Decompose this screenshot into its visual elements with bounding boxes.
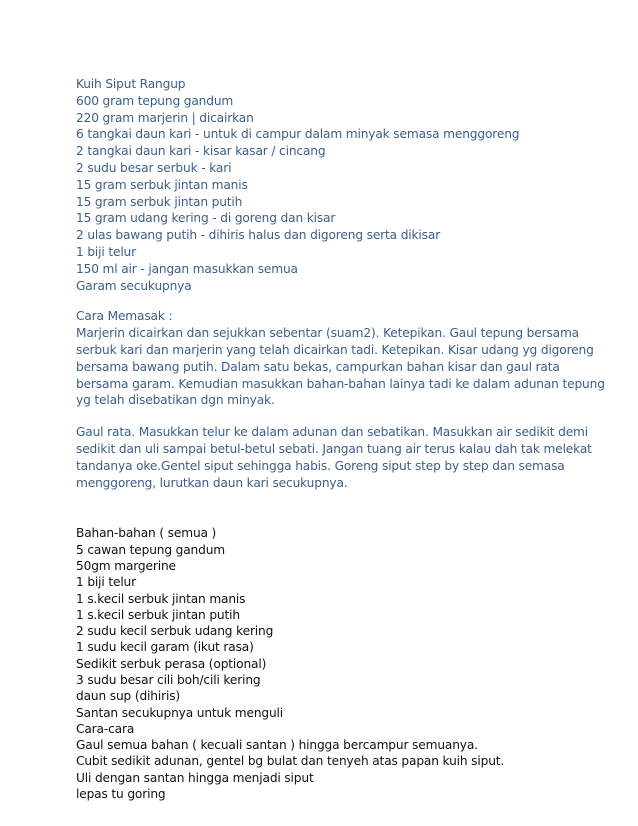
ingredient-line: 1 sudu kecil garam (ikut rasa)	[76, 640, 254, 655]
ingredient-line: Sedikit serbuk perasa (optional)	[76, 656, 267, 671]
ingredient-line: 220 gram marjerin | dicairkan	[76, 110, 254, 125]
ingredient-line: 2 ulas bawang putih - dihiris halus dan digoreng serta dikisar	[76, 228, 441, 243]
method-paragraph-2	[76, 424, 592, 491]
ingredient-line: 1 s.kecil serbuk jintan manis	[76, 591, 246, 606]
method-line: tandanya oke.Gentel siput sehingga habis. Goreng siput step by step dan semasa	[76, 458, 565, 473]
method-line: Marjerin dicairkan dan sejukkan sebentar (suam2). Ketepikan. Gaul tepung bersama	[76, 326, 580, 341]
ingredient-line: 1 biji telur	[76, 244, 136, 259]
ingredient-line: 15 gram serbuk jintan putih	[76, 194, 243, 209]
ingredient-line: 2 sudu kecil serbuk udang kering	[76, 624, 274, 639]
recipe-second	[76, 525, 576, 802]
ingredient-line: 600 gram tepung gandum	[76, 93, 234, 108]
method-paragraph-1	[76, 325, 605, 409]
ingredient-list	[76, 93, 576, 295]
method-line: bersama garam. Kemudian masukkan bahan-bahan lainya tadi ke dalam adunan tepung	[76, 376, 605, 391]
method-heading: Cara Memasak :	[76, 309, 173, 324]
ingredient-line: 15 gram serbuk jintan manis	[76, 177, 248, 192]
ingredient-line: 15 gram udang kering - di goreng dan kisar	[76, 211, 336, 226]
section-heading-bahan: Bahan-bahan ( semua )	[76, 526, 217, 541]
method-line: menggoreng, lurutkan daun kari secukupnya.	[76, 475, 348, 490]
ingredient-line: 1 s.kecil serbuk jintan putih	[76, 607, 240, 622]
ingredient-line: 1 biji telur	[76, 575, 136, 590]
document-page	[76, 76, 605, 802]
method-line: serbuk kari dan marjerin yang telah dicairkan tadi. Ketepikan. Kisar udang yg digoreng	[76, 342, 594, 357]
method-line: Gaul semua bahan ( kecuali santan ) hingga bercampur semuanya.	[76, 738, 478, 753]
ingredient-line: daun sup (dihiris)	[76, 689, 181, 704]
ingredient-line: 2 tangkai daun kari - kisar kasar / cincang	[76, 144, 326, 159]
method-line: bersama bawang putih. Dalam satu bekas, campurkan bahan kisar dan gaul rata	[76, 359, 560, 374]
recipe-title: Kuih Siput Rangup	[76, 77, 186, 91]
method-line: Gaul rata. Masukkan telur ke dalam adunan dan sebatikan. Masukkan air sedikit demi	[76, 425, 589, 440]
ingredient-line: Santan secukupnya untuk menguli	[76, 705, 284, 720]
ingredient-line: 2 sudu besar serbuk - kari	[76, 160, 232, 175]
section-heading-cara: Cara-cara	[76, 721, 135, 736]
method-line: Uli dengan santan hingga menjadi siput	[76, 770, 314, 785]
ingredient-line: 6 tangkai daun kari - untuk di campur dalam minyak semasa menggoreng	[76, 127, 520, 142]
ingredient-line: Garam secukupnya	[76, 278, 192, 293]
method-line: Cubit sedikit adunan, gentel bg bulat dan tenyeh atas papan kuih siput.	[76, 754, 505, 769]
ingredient-line: 50gm margerine	[76, 558, 176, 573]
ingredient-line: 5 cawan tepung gandum	[76, 542, 226, 557]
method-line: lepas tu goring	[76, 787, 166, 802]
recipe-kuih-siput-rangup	[76, 76, 605, 491]
ingredient-line: 3 sudu besar cili boh/cili kering	[76, 673, 261, 687]
ingredient-line: 150 ml air - jangan masukkan semua	[76, 261, 298, 276]
method-line: sedikit dan uli sampai betul-betul sebati. Jangan tuang air terus kalau dah tak melekat	[76, 441, 592, 456]
method-line: yg telah disebatikan dgn minyak.	[76, 393, 275, 408]
